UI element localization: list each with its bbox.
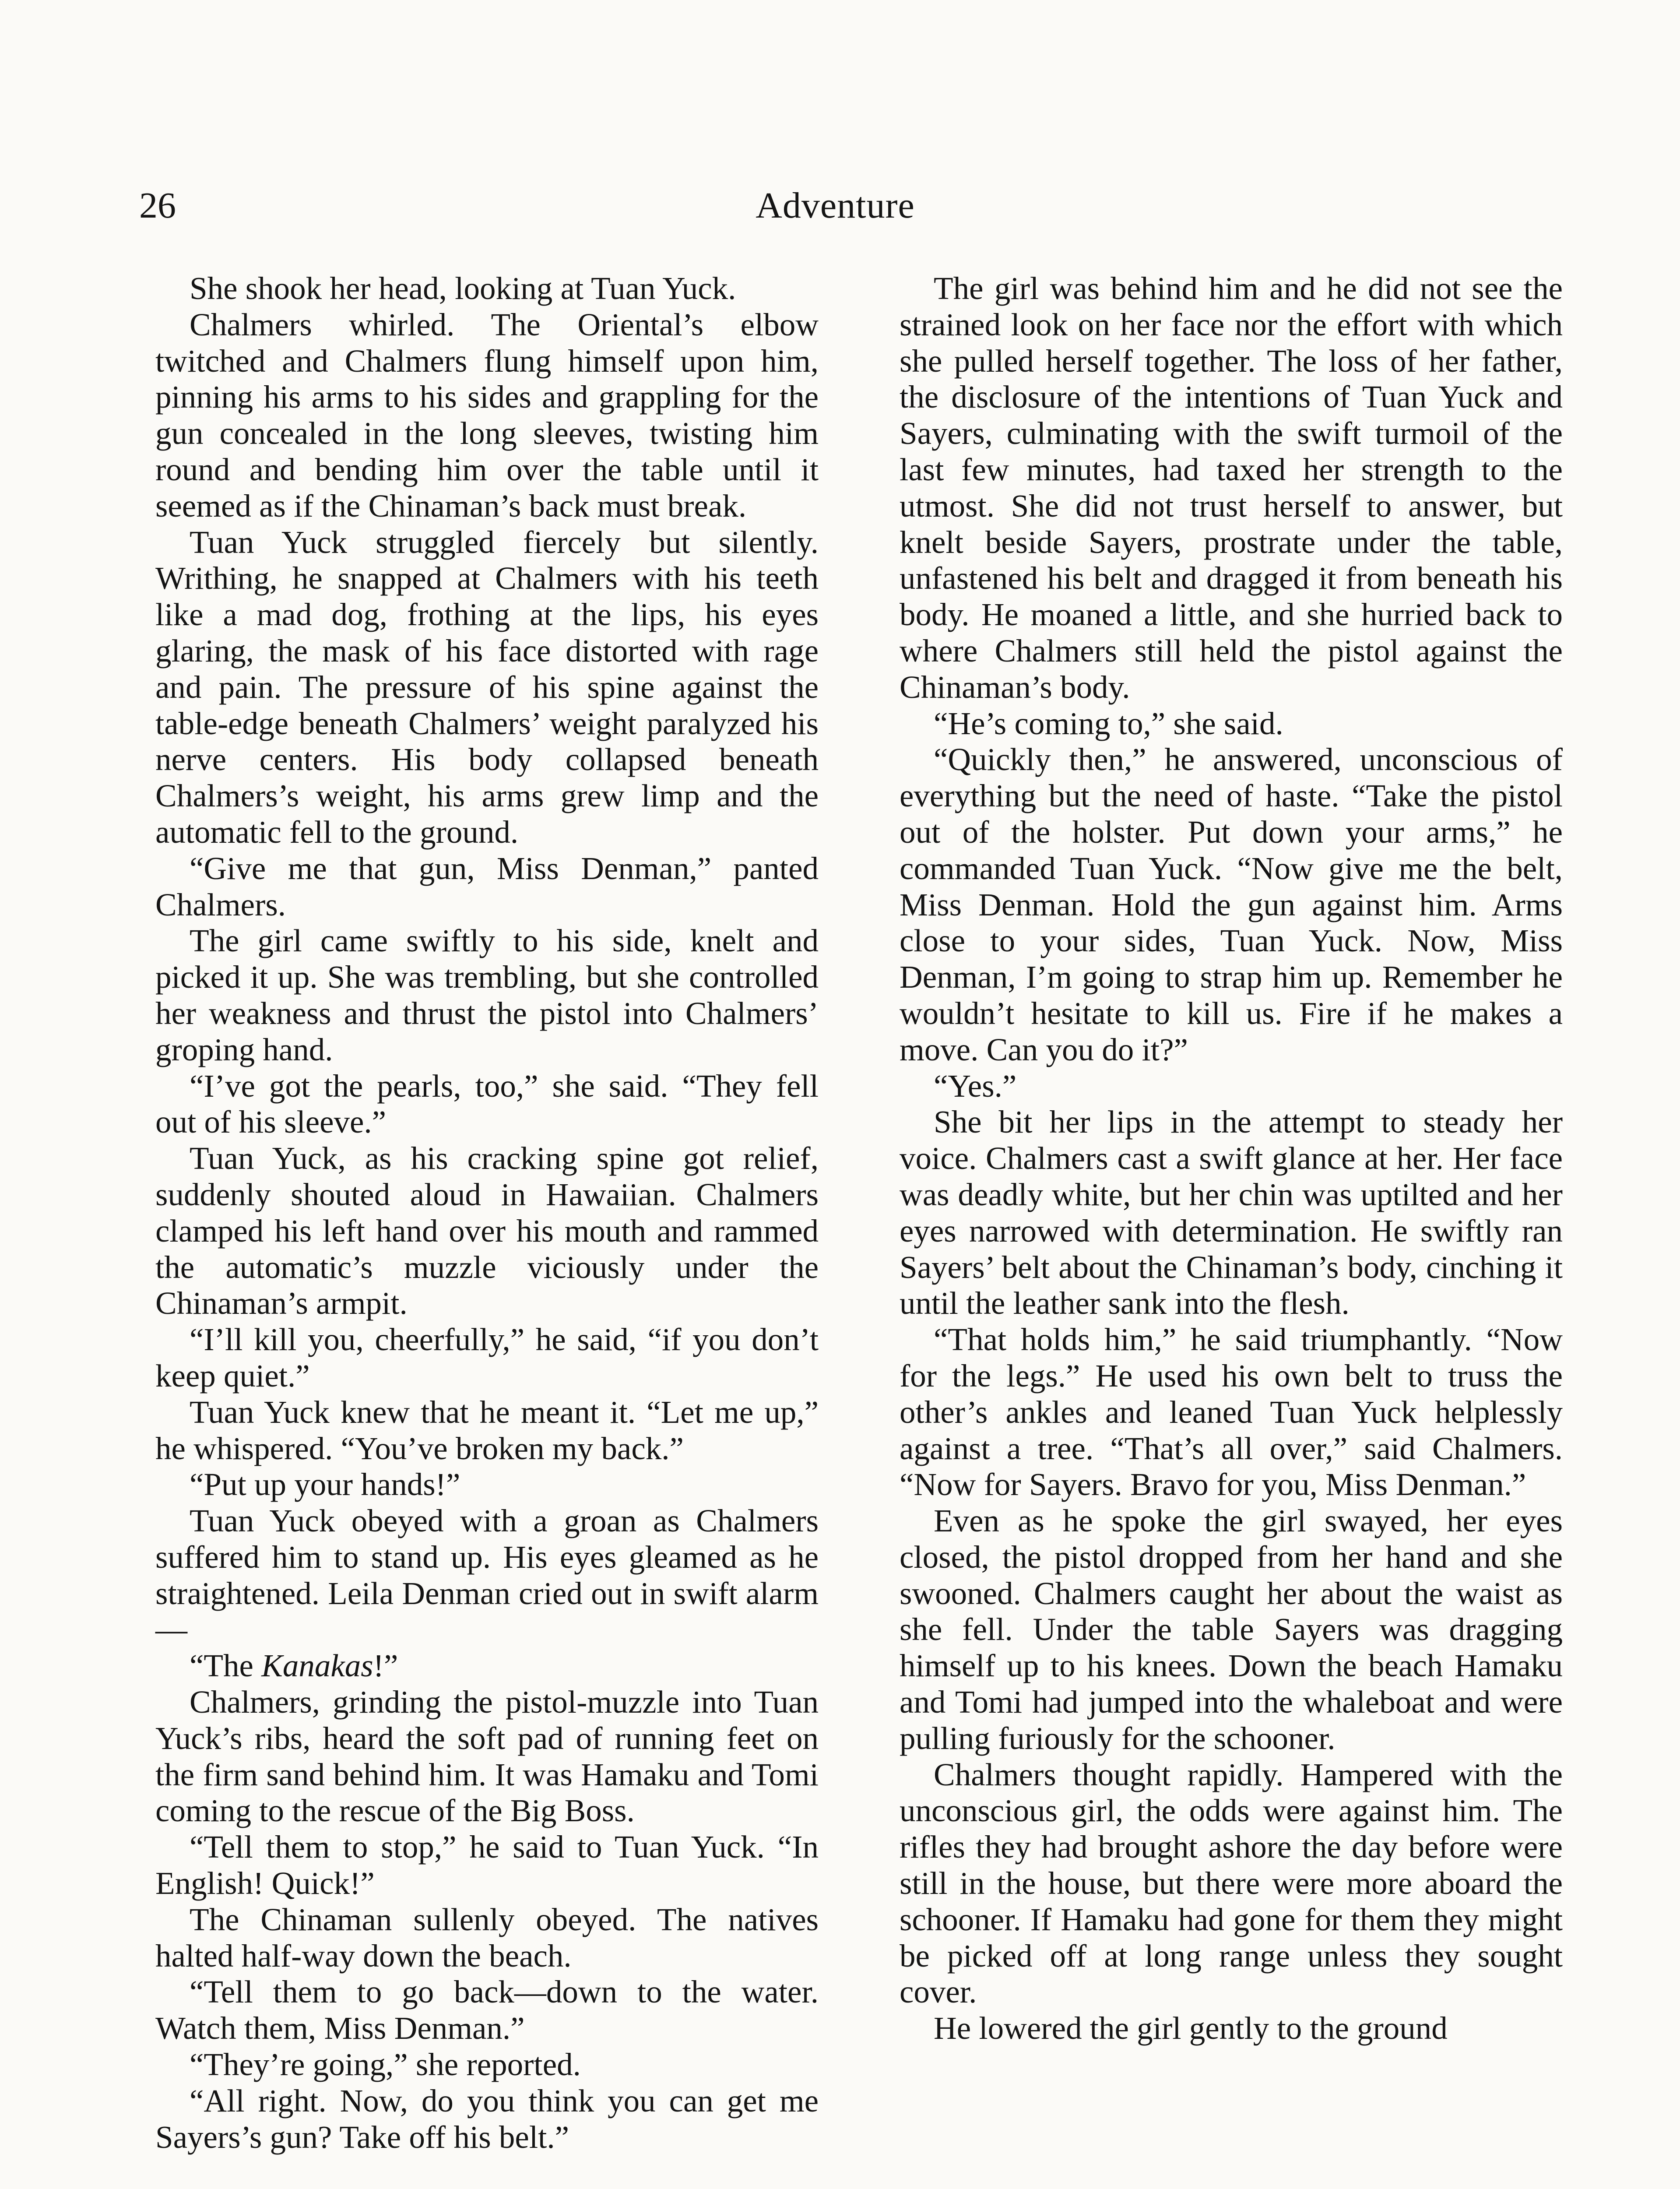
paragraph: Chalmers, grinding the pistol-muzzle into Tuan Yuck’s ribs, heard the soft pad of running feet on the firm sand behind him. It was Hamaku and Tomi coming to the rescue of the Big Boss. — [155, 1684, 819, 1829]
paragraph: The girl came swiftly to his side, knelt and picked it up. She was trembling, but she controlled her weakness and thrust the pistol into Chalmers’ groping hand. — [155, 923, 819, 1067]
paragraph: Chalmers whirled. The Oriental’s elbow twitched and Chalmers flung himself upon him, pinning his arms to his sides and grappling for the gun concealed in the long sleeves, twisting him round and bending him over the table until it seemed as if the Chinaman’s back must break. — [155, 306, 819, 524]
paragraph: Tuan Yuck struggled fiercely but silently. Writhing, he snapped at Chalmers with his teeth like a mad dog, frothing at the lips, his eyes glaring, the mask of his face distorted with rage and pain. The pressure of his spine against the table-edge beneath Chalmers’ weight paralyzed his nerve centers. His body collapsed beneath Chalmers’s weight, his arms grew limp and the automatic fell to the ground. — [155, 524, 819, 850]
paragraph: Chalmers thought rapidly. Hampered with the unconscious girl, the odds were against him. The rifles they had brought ashore the day before were still in the house, but there were more aboard the schooner. If Hamaku had gone for them they might be picked off at long range unless they sought cover. — [900, 1756, 1563, 2010]
paragraph: She shook her head, looking at Tuan Yuck. — [190, 271, 736, 306]
paragraph: “Tell them to stop,” he said to Tuan Yuck. “In English! Quick!” — [155, 1829, 819, 1901]
paragraph: Even as he spoke the girl swayed, her eyes closed, the pistol dropped from her hand and she swooned. Chalmers caught her about the waist as she fell. Under the table Sayers was dragging himself up to his knees. Down the beach Hamaku and Tomi had jumped into the whaleboat and were pulling furiously for the schooner. — [900, 1503, 1563, 1756]
paragraph: “Give me that gun, Miss Denman,” panted Chalmers. — [155, 850, 819, 922]
paragraph: He lowered the girl gently to the ground — [934, 2010, 1448, 2046]
paragraph: The girl was behind him and he did not see the strained look on her face nor the effort with which she pulled herself together. The loss of her father, the disclosure of the intentions of Tuan Yuck and Sayers, culminating with the swift turmoil of the last few minutes, had taxed her strength to the utmost. She did not trust herself to answer, but knelt beside Sayers, prostrate under the table, unfastened his belt and dragged it from beneath his body. He moaned a little, and she hurried back to where Chalmers still held the pistol against the Chinaman’s body. — [900, 271, 1563, 705]
paragraph: Tuan Yuck knew that he meant it. “Let me up,” he whispered. “You’ve broken my back.” — [155, 1394, 819, 1466]
paragraph: “I’ll kill you, cheerfully,” he said, “if you don’t keep quiet.” — [155, 1322, 819, 1394]
page-header — [139, 182, 1531, 230]
running-title: Adventure — [756, 185, 915, 226]
right-text-column — [900, 271, 1563, 2047]
emphasis: Kanakas — [261, 1648, 373, 1684]
paragraph: “They’re going,” she reported. — [190, 2047, 581, 2083]
paragraph: She bit her lips in the attempt to steady her voice. Chalmers cast a swift glance at her. Her face was deadly white, but her chin was uptilted and her eyes narrowed with determination. He swiftly ran Sayers’ belt about the Chinaman’s body, cinching it until the leather sank into the flesh. — [900, 1104, 1563, 1321]
left-text-column — [155, 271, 819, 2155]
paragraph: “He’s coming to,” she said. — [934, 705, 1283, 741]
paragraph: Tuan Yuck, as his cracking spine got relief, suddenly shouted aloud in Hawaiian. Chalmers clamped his left hand over his mouth and rammed the automatic’s muzzle viciously under the Chinaman’s armpit. — [155, 1140, 819, 1321]
paragraph: “Quickly then,” he answered, unconscious of everything but the need of haste. “Take the pistol out of the holster. Put down your arms,” he commanded Tuan Yuck. “Now give me the belt, Miss Denman. Hold the gun against him. Arms close to your sides, Tuan Yuck. Now, Miss Denman, I’m going to strap him up. Remember he wouldn’t hesitate to kill us. Fire if he makes a move. Can you do it?” — [900, 742, 1563, 1067]
paragraph: “The Kanakas!” — [190, 1648, 398, 1684]
paragraph: “I’ve got the pearls, too,” she said. “They fell out of his sleeve.” — [155, 1068, 819, 1140]
paragraph: Tuan Yuck obeyed with a groan as Chalmers suffered him to stand up. His eyes gleamed as he straightened. Leila Denman cried out in swift alarm— — [155, 1503, 819, 1647]
paragraph: “Tell them to go back—down to the water. Watch them, Miss Denman.” — [155, 1974, 819, 2046]
paragraph: “All right. Now, do you think you can get me Sayers’s gun? Take off his belt.” — [155, 2083, 819, 2155]
paragraph: “Put up your hands!” — [190, 1467, 460, 1503]
paragraph: “Yes.” — [934, 1068, 1017, 1104]
paragraph: “That holds him,” he said triumphantly. “Now for the legs.” He used his own belt to truss the other’s ankles and leaned Tuan Yuck helplessly against a tree. “That’s all over,” said Chalmers. “Now for Sayers. Bravo for you, Miss Denman.” — [900, 1322, 1563, 1503]
paragraph: The Chinaman sullenly obeyed. The natives halted half-way down the beach. — [155, 1901, 819, 1974]
page-number: 26 — [139, 185, 176, 226]
